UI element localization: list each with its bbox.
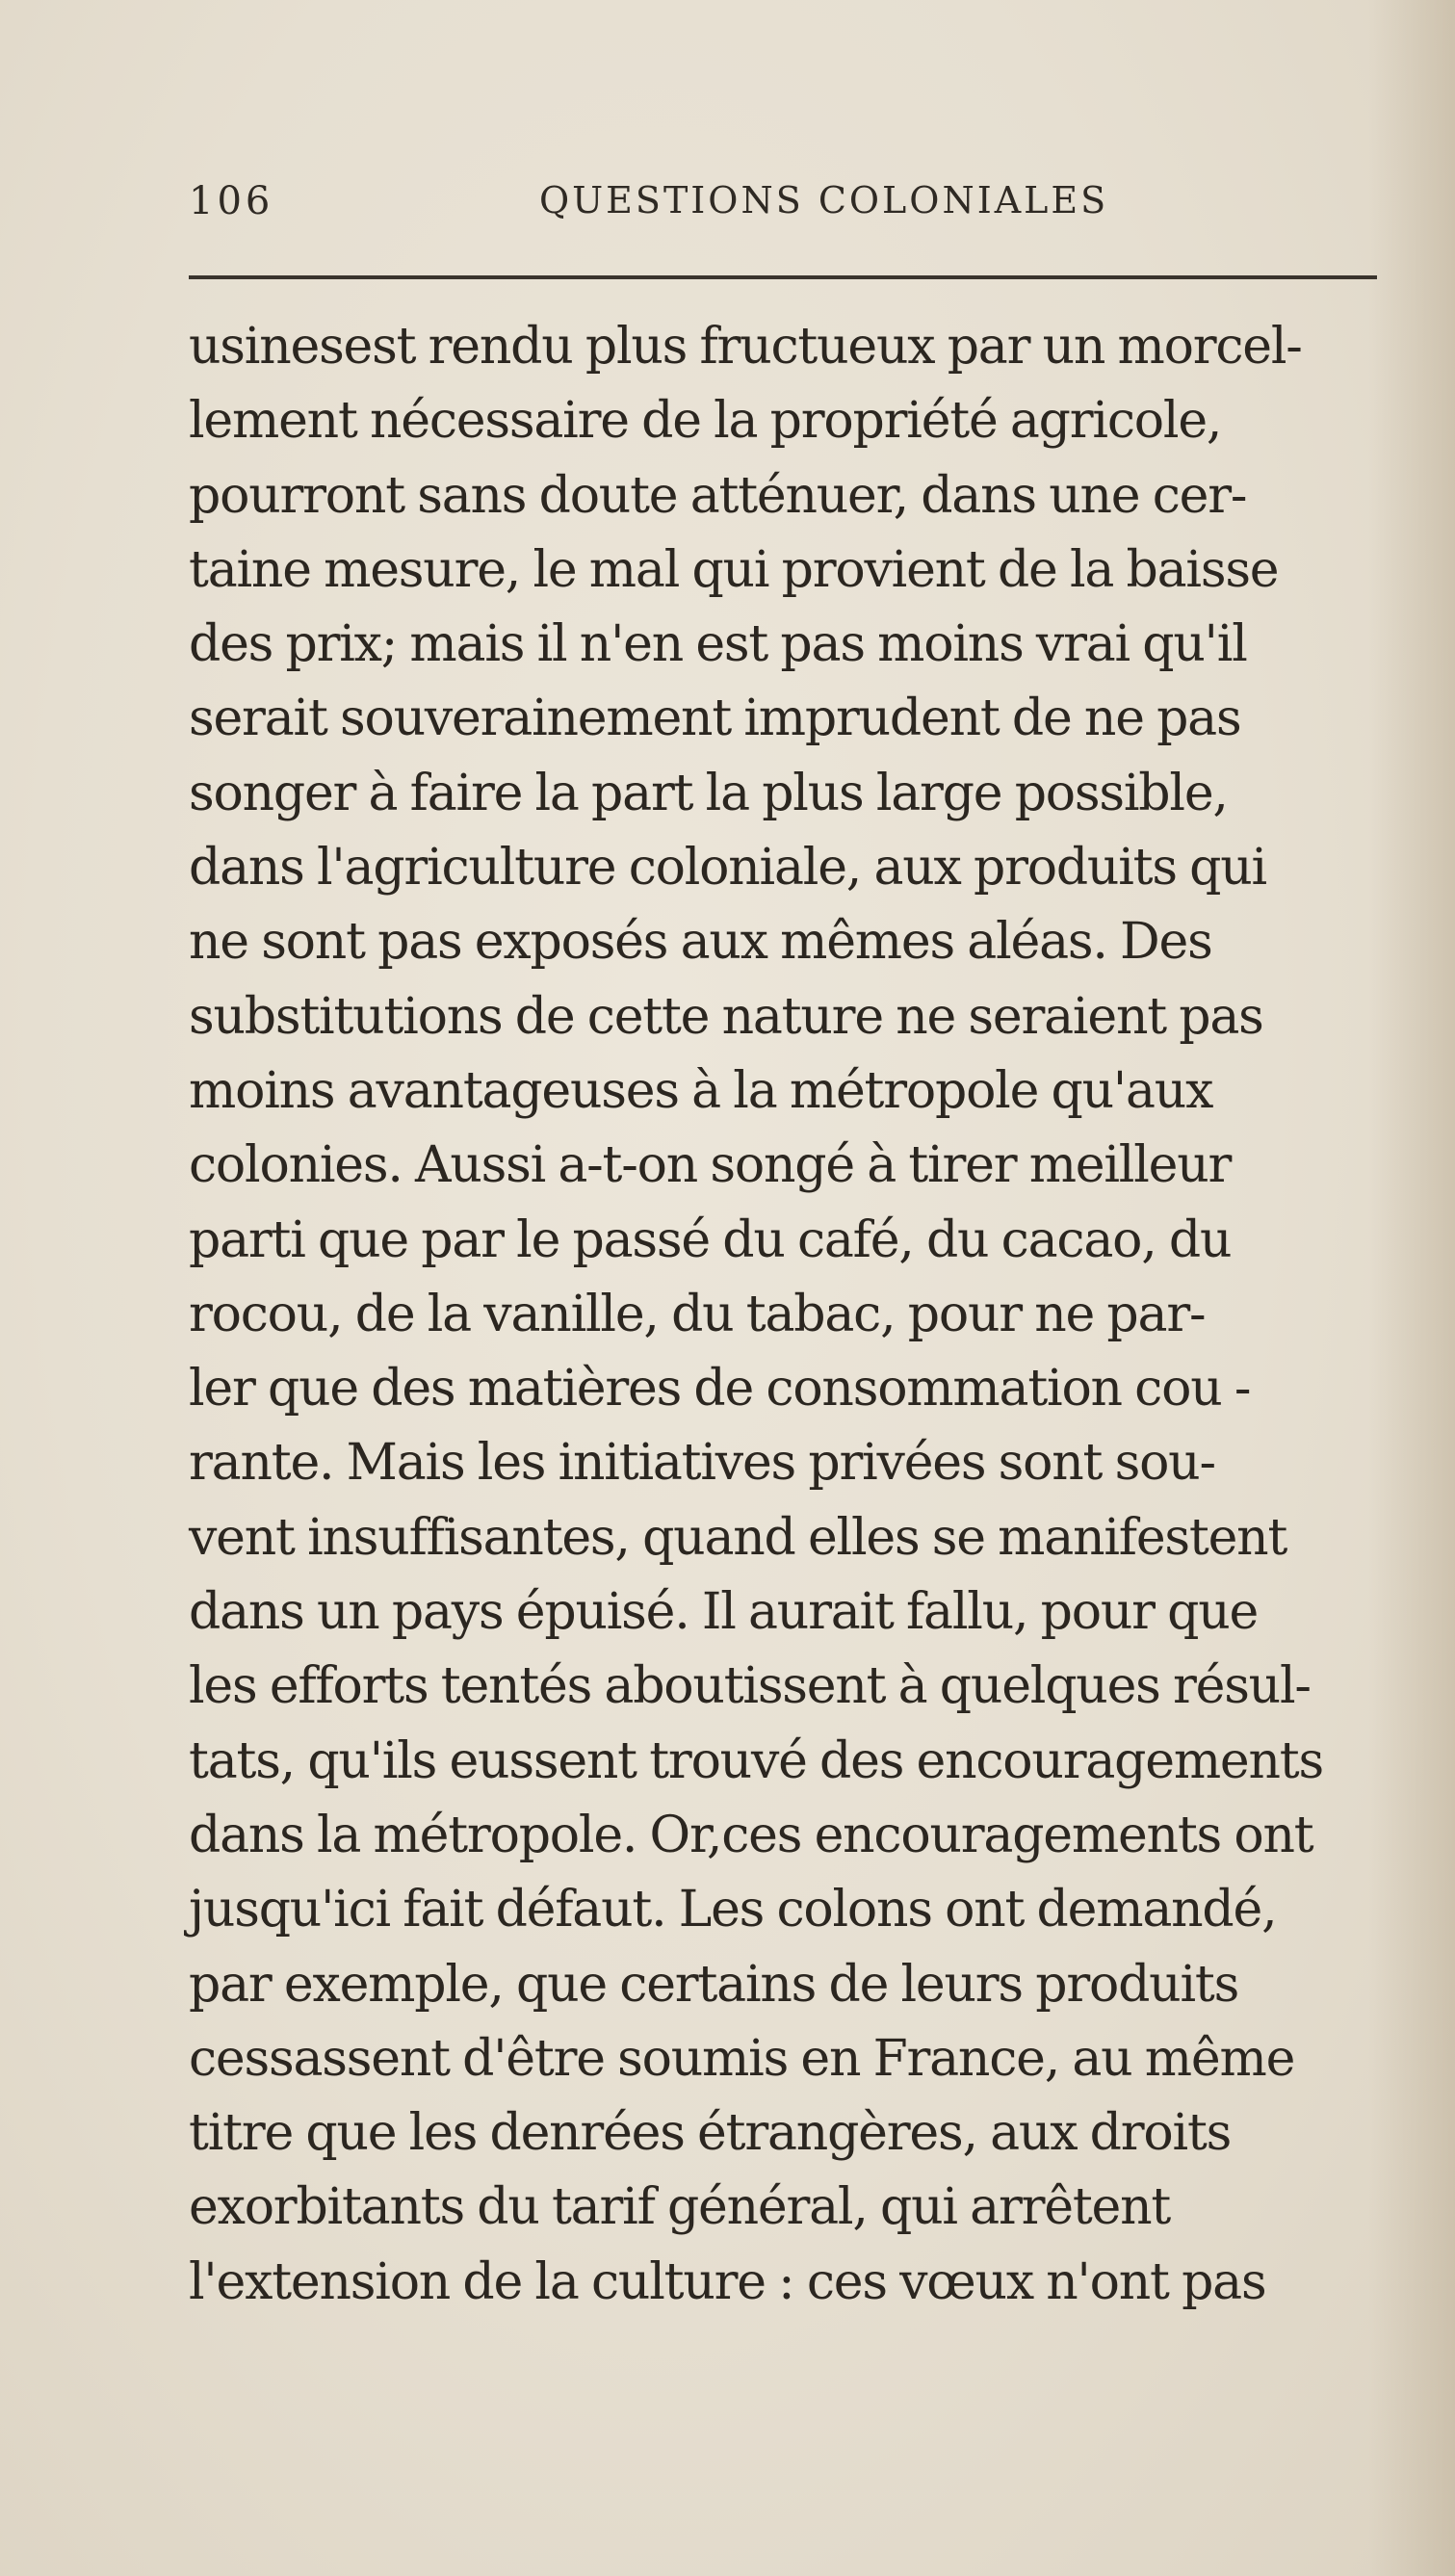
text-line: dans la métropole. Or,ces encouragements ont — [189, 1806, 1313, 1864]
text-line: titre que les denrées étrangères, aux droits — [189, 2104, 1232, 2163]
text-line: lement nécessaire de la propriété agricole, — [189, 392, 1222, 451]
text-line: pourront sans doute atténuer, dans une cer- — [189, 466, 1247, 525]
text-line: parti que par le passé du café, du cacao, du — [189, 1210, 1232, 1269]
text-line: substitutions de cette nature ne seraient pas — [189, 987, 1263, 1046]
text-line: rocou, de la vanille, du tabac, pour ne par- — [189, 1285, 1206, 1343]
page-number: 106 — [189, 179, 274, 223]
text-line: l'extension de la culture : ces vœux n'ont pas — [189, 2252, 1266, 2311]
header-rule — [189, 275, 1377, 279]
text-line: colonies. Aussi a-t-on songé à tirer meilleur — [189, 1136, 1232, 1195]
text-line: ne sont pas exposés aux mêmes aléas. Des — [189, 913, 1212, 972]
text-line: cessassent d'être soumis en France, au même — [189, 2029, 1295, 2088]
text-line: les efforts tentés aboutissent à quelques résul- — [189, 1657, 1311, 1716]
running-title: QUESTIONS COLONIALES — [539, 179, 1109, 221]
text-line: ler que des matières de consommation cou - — [189, 1360, 1251, 1418]
text-line: taine mesure, le mal qui provient de la baisse — [189, 540, 1279, 599]
text-line: jusqu'ici fait défaut. Les colons ont demandé, — [189, 1881, 1277, 1939]
text-line: songer à faire la part la plus large possible, — [189, 764, 1228, 822]
text-line: exorbitants du tarif général, qui arrêtent — [189, 2178, 1171, 2237]
text-line: rante. Mais les initiatives privées sont sou- — [189, 1434, 1215, 1493]
text-line: par exemple, que certains de leurs produits — [189, 1955, 1239, 2014]
text-line: usinesest rendu plus fructueux par un morcel- — [189, 318, 1302, 376]
text-line: moins avantageuses à la métropole qu'aux — [189, 1061, 1213, 1120]
running-head — [189, 179, 1377, 237]
body-paragraph — [189, 310, 1421, 2320]
text-line: tats, qu'ils eussent trouvé des encouragements — [189, 1731, 1323, 1790]
text-line: dans l'agriculture coloniale, aux produits qui — [189, 839, 1266, 898]
text-line: dans un pays épuisé. Il aurait fallu, pour que — [189, 1583, 1259, 1642]
text-line: vent insuffisantes, quand elles se manifestent — [189, 1508, 1287, 1567]
text-line: des prix; mais il n'en est pas moins vrai qu'il — [189, 615, 1247, 674]
text-line: serait souverainement imprudent de ne pas — [189, 690, 1241, 748]
